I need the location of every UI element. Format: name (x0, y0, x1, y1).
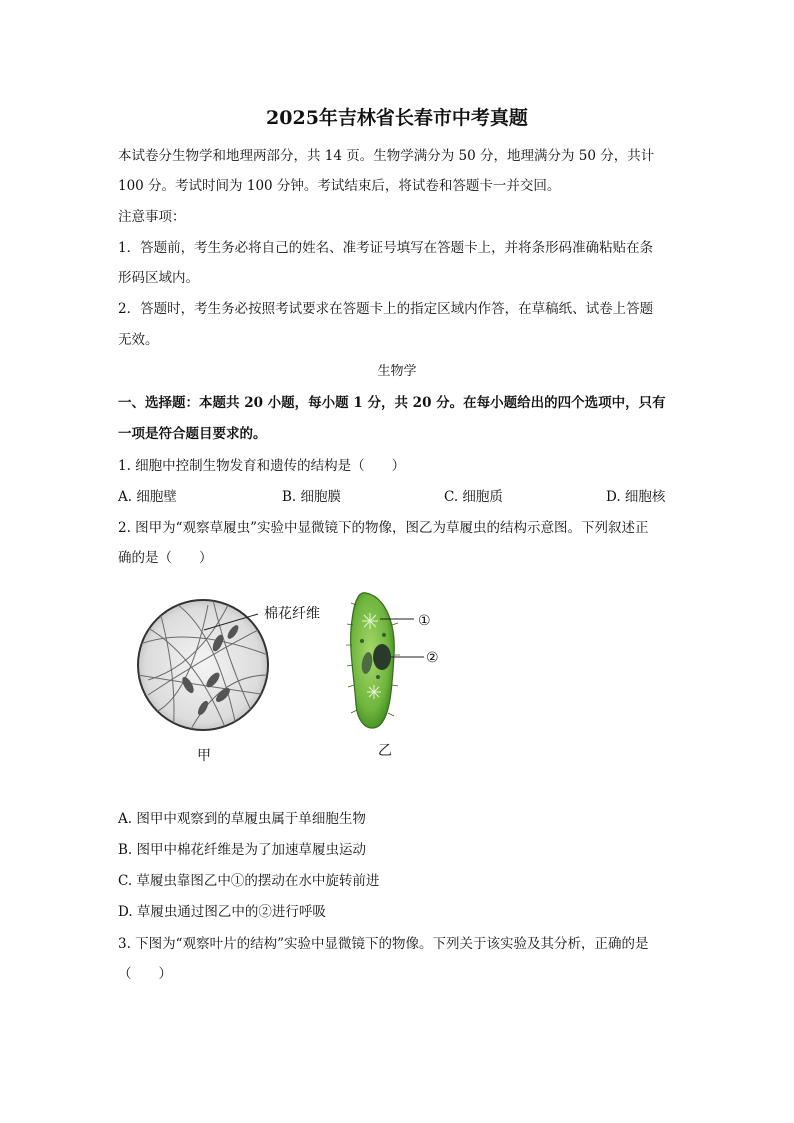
q2-option-c[interactable]: C. 草履虫靠图乙中①的摆动在水中旋转前进 (118, 873, 380, 889)
intro-line-2: 100 分。考试时间为 100 分钟。考试结束后，将试卷和答题卡一并交回。 (118, 178, 561, 194)
caption-yi: 乙 (378, 743, 392, 759)
part1-instructions-line-1: 一、选择题：本题共 20 小题，每小题 1 分，共 20 分。在每小题给出的四个选项中，只有 (118, 395, 666, 411)
caption-jia: 甲 (197, 748, 211, 764)
note-1-line-2: 形码区域内。 (118, 270, 199, 286)
page-title: 2025年吉林省长春市中考真题 (266, 107, 528, 129)
q1-option-d[interactable]: D. 细胞核 (606, 489, 666, 505)
label-structure-1: ① (418, 613, 431, 629)
q2-figure (118, 585, 478, 770)
question-2-stem-line-1: 2. 图甲为“观察草履虫”实验中显微镜下的物像，图乙为草履虫的结构示意图。下列叙述正 (118, 520, 649, 536)
contractile-vacuole-top (362, 613, 378, 629)
note-2-line-1: 2．答题时，考生务必按照考试要求在答题卡上的指定区域内作答，在草稿纸、试卷上答题 (118, 301, 654, 317)
label-cotton-fiber: 棉花纤维 (264, 606, 320, 622)
contractile-vacuole-bottom (367, 685, 381, 699)
label-structure-2: ② (426, 650, 439, 666)
question-2-stem-line-2: 确的是（ ） (118, 550, 213, 566)
notes-heading: 注意事项： (118, 209, 186, 225)
q2-option-b[interactable]: B. 图甲中棉花纤维是为了加速草履虫运动 (118, 842, 367, 858)
q2-option-d[interactable]: D. 草履虫通过图乙中的②进行呼吸 (118, 904, 326, 920)
question-1-stem: 1. 细胞中控制生物发育和遗传的结构是（ ） (118, 458, 406, 474)
part1-instructions-line-2: 一项是符合题目要求的。 (118, 426, 267, 442)
question-3-stem-line-2: （ ） (118, 966, 172, 982)
q1-option-a[interactable]: A. 细胞壁 (118, 489, 177, 505)
note-2-line-2: 无效。 (118, 332, 159, 348)
note-1-line-1: 1．答题前，考生务必将自己的姓名、准考证号填写在答题卡上，并将条形码准确粘贴在条 (118, 240, 654, 256)
microscope-view (138, 600, 268, 735)
intro-line-1: 本试卷分生物学和地理两部分，共 14 页。生物学满分为 50 分，地理满分为 50 分，共计 (118, 148, 655, 164)
q2-option-a[interactable]: A. 图甲中观察到的草履虫属于单细胞生物 (118, 811, 366, 827)
question-3-stem-line-1: 3. 下图为“观察叶片的结构”实验中显微镜下的物像。下列关于该实验及其分析，正确的是 (118, 936, 649, 952)
q1-option-c[interactable]: C. 细胞质 (444, 489, 503, 505)
subject-heading: 生物学 (377, 364, 417, 379)
paramecium-diagram (346, 593, 424, 728)
q1-option-b[interactable]: B. 细胞膜 (282, 489, 342, 505)
macronucleus (373, 644, 391, 670)
